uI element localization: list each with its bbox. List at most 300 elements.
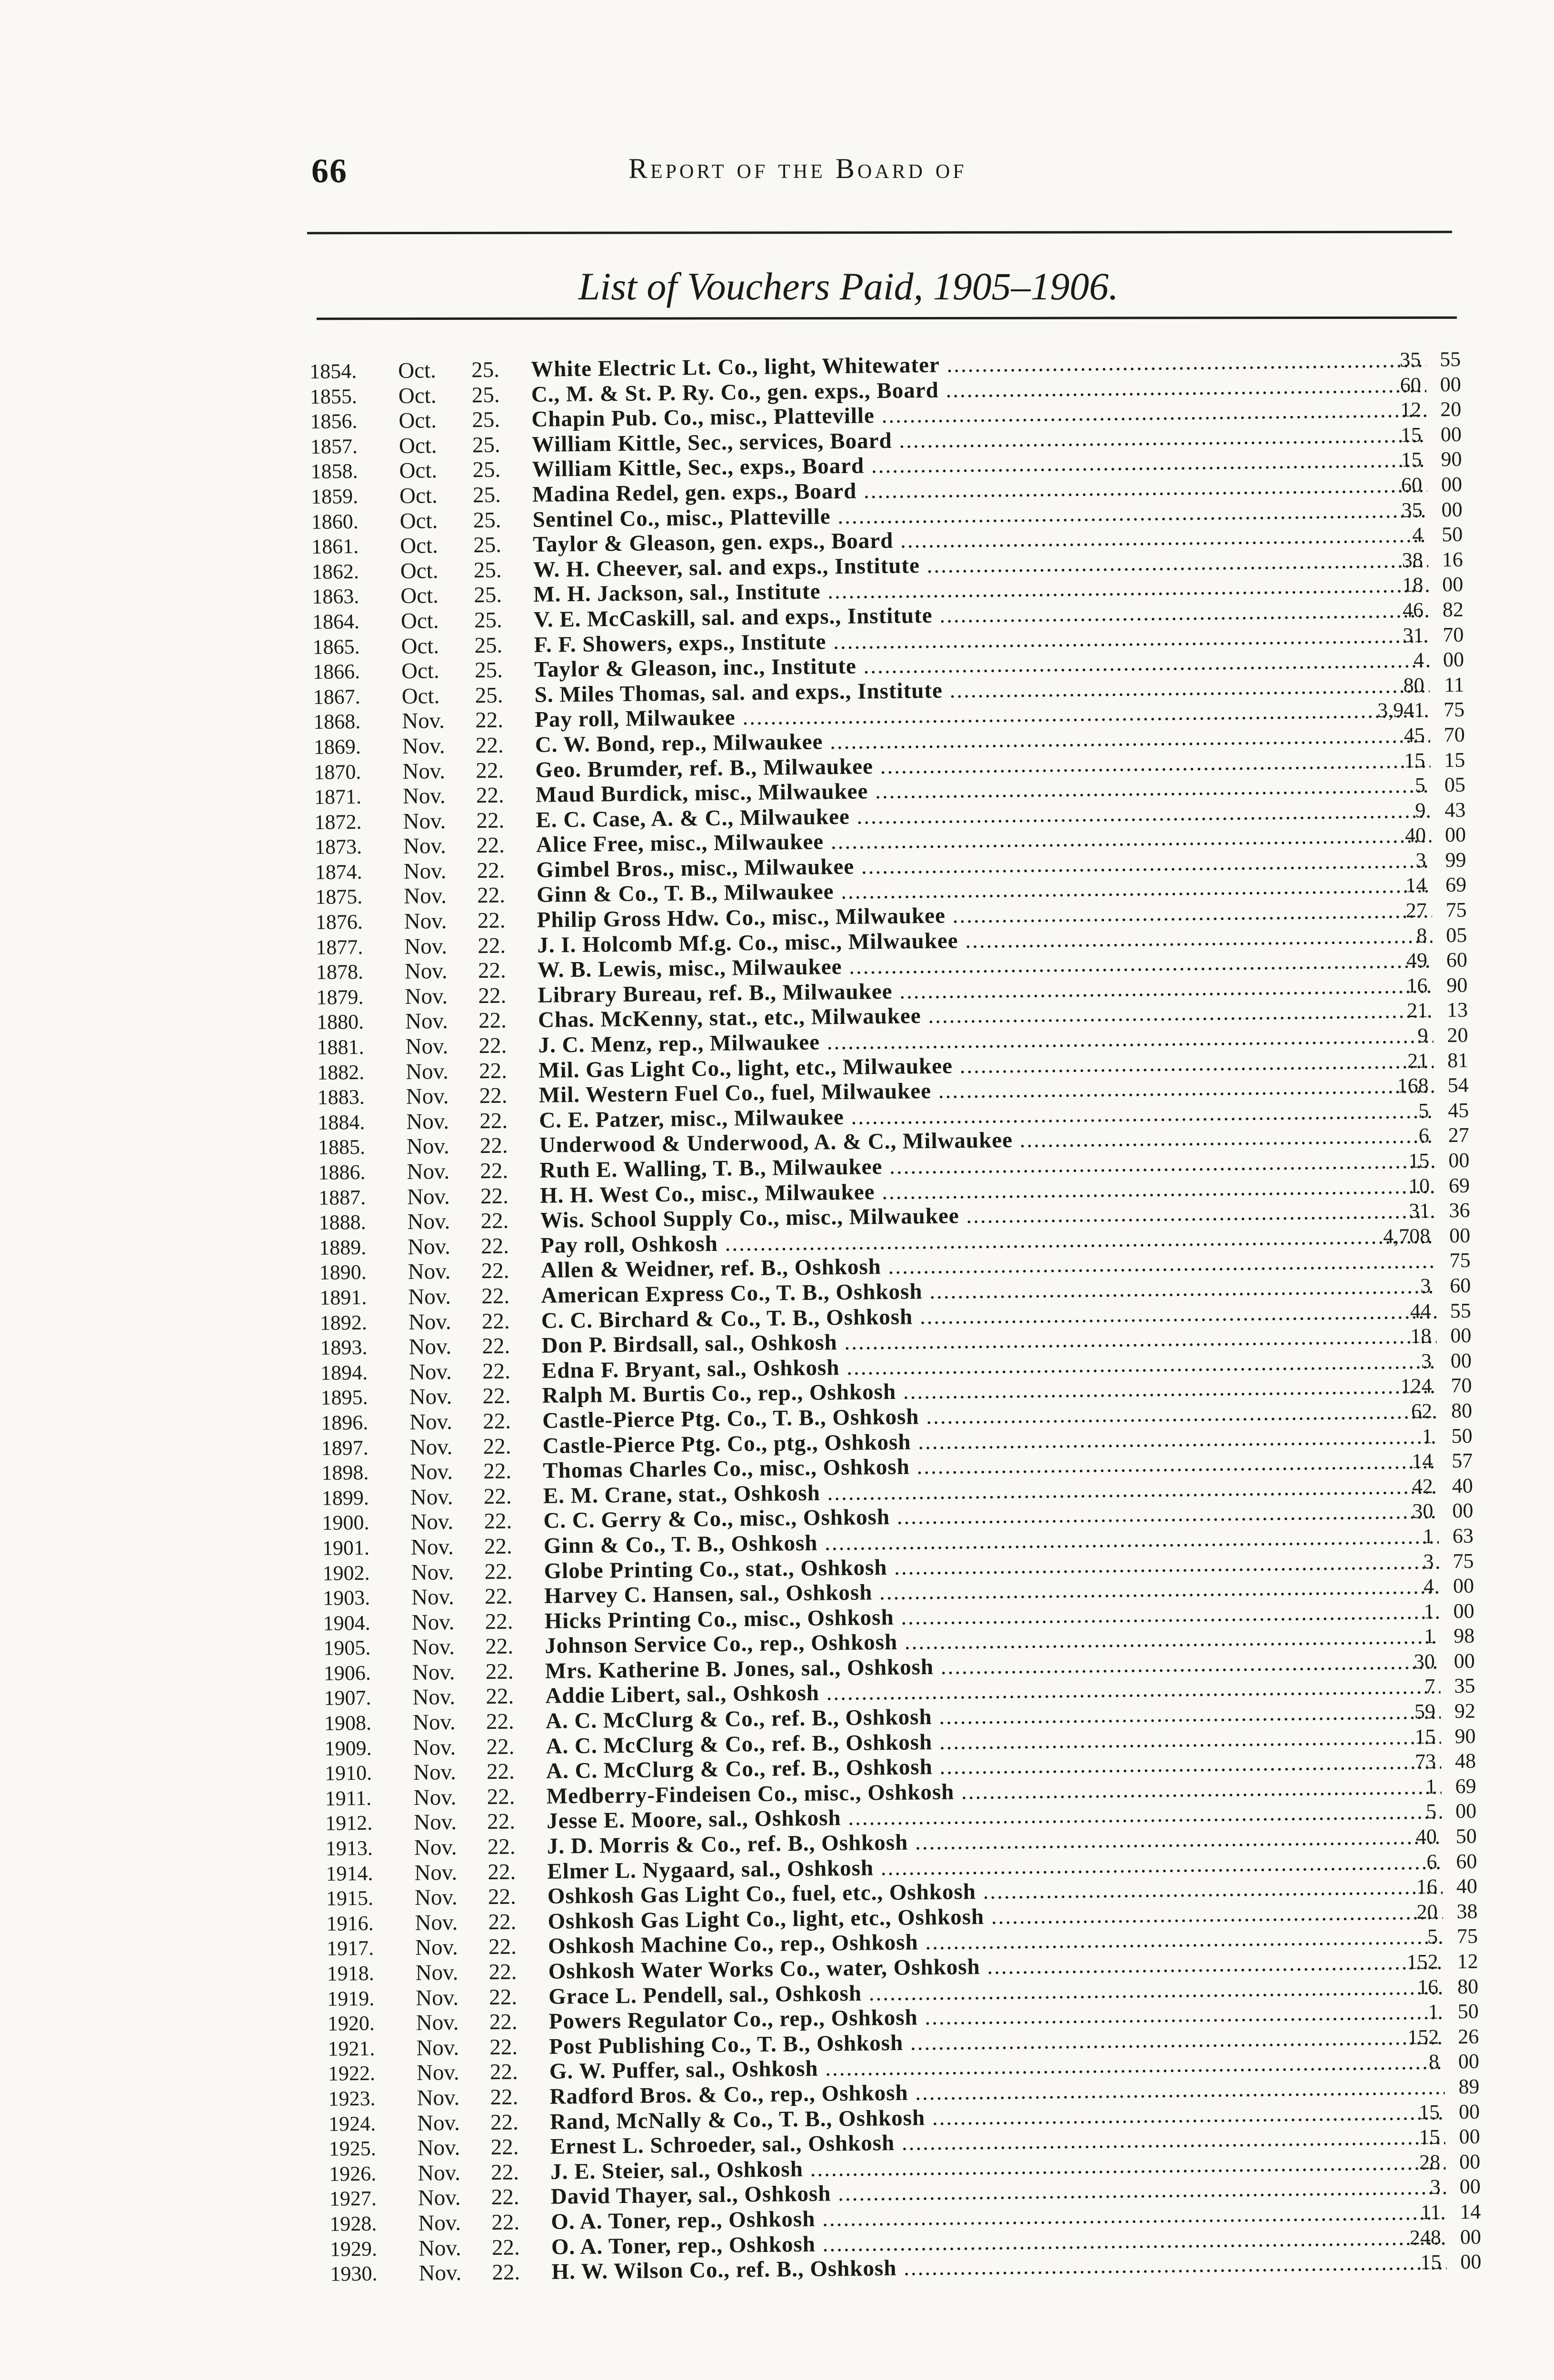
voucher-number: 1876.	[315, 910, 363, 934]
voucher-month: Nov.	[406, 1109, 449, 1134]
voucher-payee: Taylor & Gleason, gen. exps., Board .....	[533, 523, 1428, 557]
voucher-day: 22.	[484, 1584, 513, 1609]
voucher-month: Nov.	[418, 2210, 461, 2236]
voucher-month: Nov.	[401, 708, 445, 734]
amount-cents: 80	[1457, 1974, 1479, 1998]
amount-cents: 00	[1450, 1323, 1472, 1348]
voucher-amount	[1348, 898, 1473, 924]
amount-dollars: 8	[1416, 923, 1427, 947]
voucher-payee: C., M. & St. P. Ry. Co., gen. exps., Board .....	[531, 372, 1426, 407]
amount-cents: 00	[1442, 573, 1464, 596]
voucher-number: 1914.	[326, 1861, 373, 1885]
amount-dollars: 1	[1425, 1775, 1436, 1798]
amount-dollars: 15	[1415, 1725, 1436, 1748]
voucher-number: 1907.	[324, 1686, 371, 1710]
voucher-payee: A. C. McClurg & Co., ref. B., Oshkosh .....	[546, 1699, 1441, 1734]
voucher-day: 22.	[475, 733, 504, 758]
voucher-payee: Wis. School Supply Co., misc., Milwaukee .....	[540, 1199, 1435, 1233]
voucher-day: 22.	[491, 2210, 520, 2235]
voucher-payee: Ralph M. Burtis Co., rep., Oshkosh .....	[542, 1374, 1437, 1408]
voucher-day: 25.	[474, 583, 502, 608]
amount-dollars: 5	[1425, 1800, 1437, 1824]
voucher-month: Nov.	[405, 1059, 449, 1084]
running-head: Report of the Board of	[628, 153, 967, 184]
voucher-payee: Jesse E. Moore, sal., Oshkosh .....	[547, 1799, 1442, 1834]
voucher-amount	[1356, 1648, 1481, 1675]
amount-cents: 00	[1458, 2050, 1480, 2073]
voucher-payee: Post Publishing Co., T. B., Oshkosh .....	[549, 2024, 1444, 2059]
voucher-month: Nov.	[402, 783, 446, 809]
voucher-month: Oct.	[401, 633, 439, 659]
amount-cents: 81	[1447, 1048, 1469, 1072]
voucher-amount	[1357, 1699, 1482, 1725]
voucher-day: 22.	[488, 1859, 516, 1884]
voucher-month: Nov.	[416, 2060, 459, 2086]
amount-dollars: 15	[1401, 448, 1422, 472]
voucher-amount	[1360, 1949, 1484, 1975]
voucher-number: 1909.	[324, 1736, 372, 1760]
voucher-day: 22.	[488, 1884, 517, 1910]
voucher-payee: Alice Free, misc., Milwaukee .....	[536, 823, 1431, 858]
amount-cents: 45	[1447, 1098, 1469, 1122]
voucher-day: 25.	[472, 482, 501, 508]
voucher-payee: Hicks Printing Co., misc., Oshkosh .....	[544, 1599, 1439, 1634]
amount-cents: 75	[1449, 1249, 1471, 1272]
voucher-month: Nov.	[407, 1184, 450, 1210]
voucher-amount	[1347, 797, 1472, 823]
amount-dollars: 14	[1405, 873, 1427, 897]
voucher-day: 22.	[484, 1508, 512, 1534]
amount-dollars: 20	[1416, 1900, 1438, 1924]
voucher-day: 22.	[478, 983, 507, 1009]
voucher-number: 1863.	[312, 585, 359, 609]
voucher-amount	[1344, 422, 1468, 448]
voucher-number: 1872.	[314, 810, 362, 834]
voucher-payee: Edna F. Bryant, sal., Oshkosh .....	[542, 1349, 1437, 1383]
voucher-day: 25.	[471, 357, 500, 383]
amount-cents: 14	[1459, 2200, 1481, 2224]
voucher-month: Oct.	[398, 358, 437, 383]
voucher-number: 1874.	[315, 860, 362, 884]
amount-dollars: 31	[1409, 1199, 1430, 1223]
voucher-amount	[1346, 672, 1470, 698]
voucher-amount	[1363, 2199, 1487, 2225]
voucher-payee: O. A. Toner, rep., Oshkosh .....	[551, 2200, 1446, 2234]
voucher-month: Nov.	[409, 1384, 452, 1410]
amount-dollars: 60	[1400, 373, 1421, 397]
voucher-number: 1854.	[309, 359, 357, 383]
voucher-payee: Oshkosh Gas Light Co., light, etc., Oshkosh .....	[548, 1899, 1443, 1934]
voucher-number: 1905.	[323, 1636, 371, 1660]
voucher-day: 22.	[488, 1984, 518, 2010]
amount-dollars: 9	[1415, 798, 1426, 822]
amount-dollars: 45	[1404, 723, 1425, 747]
amount-dollars	[1430, 1249, 1431, 1272]
amount-cents: 38	[1456, 1899, 1478, 1923]
voucher-payee: Ernest L. Schroeder, sal., Oshkosh .....	[550, 2125, 1445, 2160]
voucher-number: 1890.	[319, 1260, 367, 1285]
voucher-amount	[1353, 1323, 1477, 1349]
amount-cents: 35	[1454, 1674, 1475, 1698]
voucher-amount	[1348, 823, 1472, 849]
voucher-amount	[1346, 647, 1470, 674]
voucher-amount	[1343, 372, 1467, 398]
amount-cents: 75	[1453, 1549, 1474, 1573]
voucher-amount	[1345, 522, 1469, 548]
amount-cents: 70	[1443, 623, 1464, 646]
voucher-payee: C. C. Birchard & Co., T. B., Oshkosh .....	[541, 1299, 1436, 1333]
amount-dollars: 3,941	[1377, 698, 1425, 723]
amount-cents: 00	[1448, 1148, 1470, 1172]
voucher-amount	[1353, 1273, 1477, 1299]
voucher-day: 22.	[480, 1158, 508, 1184]
voucher-amount	[1350, 1048, 1474, 1074]
amount-cents: 40	[1452, 1474, 1474, 1497]
voucher-payee: David Thayer, sal., Oshkosh .....	[551, 2175, 1446, 2210]
voucher-payee: C. W. Bond, rep., Milwaukee .....	[535, 723, 1430, 757]
voucher-day: 25.	[473, 507, 501, 533]
amount-dollars: 16	[1416, 1874, 1438, 1899]
voucher-number: 1855.	[309, 384, 358, 408]
voucher-payee: J. C. Menz, rep., Milwaukee .....	[538, 1023, 1433, 1058]
voucher-number: 1894.	[320, 1360, 368, 1385]
voucher-number: 1856.	[310, 409, 358, 434]
amount-cents: 90	[1441, 447, 1462, 471]
voucher-amount	[1358, 1749, 1482, 1775]
voucher-day: 22.	[478, 933, 506, 958]
voucher-payee: Mil. Gas Light Co., light, etc., Milwaukee .....	[538, 1048, 1434, 1083]
voucher-amount	[1344, 447, 1468, 473]
voucher-amount	[1362, 2174, 1486, 2201]
voucher-month: Nov.	[402, 733, 445, 759]
amount-cents: 55	[1450, 1299, 1472, 1322]
voucher-month: Nov.	[408, 1309, 451, 1335]
voucher-month: Nov.	[405, 1033, 448, 1059]
voucher-month: Nov.	[412, 1659, 455, 1685]
voucher-amount	[1360, 1999, 1484, 2025]
amount-dollars: 6	[1418, 1124, 1430, 1148]
voucher-payee: C. E. Patzer, misc., Milwaukee .....	[539, 1098, 1434, 1133]
voucher-day: 22.	[478, 1008, 507, 1033]
voucher-amount	[1363, 2250, 1487, 2276]
amount-dollars: 40	[1415, 1825, 1437, 1849]
voucher-month: Nov.	[407, 1209, 450, 1235]
amount-cents: 89	[1458, 2074, 1480, 2099]
voucher-month: Nov.	[417, 2135, 460, 2161]
amount-cents: 11	[1444, 673, 1464, 696]
voucher-payee: S. Miles Thomas, sal. and exps., Institute .....	[534, 673, 1429, 707]
voucher-amount	[1355, 1448, 1479, 1475]
amount-cents: 00	[1459, 2174, 1481, 2199]
amount-cents: 00	[1452, 1499, 1474, 1523]
voucher-amount	[1354, 1423, 1478, 1449]
amount-cents: 60	[1449, 1273, 1471, 1298]
voucher-amount	[1351, 1098, 1475, 1124]
voucher-payee: O. A. Toner, rep., Oshkosh .....	[551, 2225, 1446, 2260]
amount-cents: 75	[1443, 698, 1465, 722]
amount-cents: 00	[1443, 647, 1464, 672]
voucher-number: 1930.	[330, 2261, 378, 2286]
amount-dollars: 62	[1411, 1399, 1433, 1423]
amount-dollars: 14	[1411, 1449, 1433, 1473]
voucher-number: 1865.	[312, 635, 360, 659]
voucher-day: 25.	[475, 683, 503, 708]
amount-dollars: 152	[1407, 2025, 1439, 2049]
voucher-number: 1882.	[317, 1060, 365, 1084]
amount-cents: 00	[1440, 422, 1462, 446]
voucher-payee: A. C. McClurg & Co., ref. B., Oshkosh .....	[546, 1749, 1441, 1784]
voucher-payee: G. W. Puffer, sal., Oshkosh .....	[549, 2050, 1444, 2084]
voucher-day: 22.	[492, 2260, 520, 2285]
voucher-day: 22.	[481, 1258, 509, 1284]
voucher-amount	[1355, 1523, 1480, 1549]
voucher-number: 1919.	[327, 1986, 375, 2011]
voucher-number: 1916.	[326, 1911, 374, 1935]
amount-dollars: 3	[1430, 2175, 1441, 2199]
voucher-day: 22.	[487, 1784, 515, 1809]
amount-dollars: 4	[1423, 1574, 1434, 1598]
amount-dollars: 152	[1406, 1950, 1438, 1974]
amount-cents: 90	[1446, 973, 1468, 997]
voucher-number: 1912.	[325, 1811, 373, 1835]
amount-cents: 75	[1445, 898, 1467, 922]
voucher-amount	[1362, 2149, 1486, 2175]
amount-dollars: 60	[1401, 473, 1423, 497]
voucher-number: 1902.	[322, 1561, 370, 1585]
voucher-payee: Chas. McKenny, stat., etc., Milwaukee .....	[538, 998, 1433, 1033]
voucher-amount	[1350, 1073, 1474, 1099]
voucher-day: 22.	[479, 1083, 508, 1109]
voucher-number: 1913.	[325, 1836, 373, 1860]
voucher-amount	[1351, 1148, 1475, 1174]
voucher-amount	[1360, 1924, 1484, 1950]
amount-dollars: 168	[1397, 1073, 1429, 1098]
amount-cents: 00	[1444, 823, 1466, 847]
voucher-month: Oct.	[399, 458, 438, 484]
amount-dollars: 248	[1409, 2225, 1442, 2249]
voucher-day: 22.	[476, 808, 505, 833]
voucher-payee: Pay roll, Milwaukee .....	[535, 698, 1430, 733]
amount-cents: 43	[1444, 798, 1466, 822]
voucher-number: 1901.	[322, 1536, 370, 1560]
amount-dollars: 4,708	[1383, 1224, 1431, 1248]
voucher-month: Oct.	[400, 583, 439, 609]
amount-cents: 50	[1455, 1824, 1477, 1848]
voucher-day: 22.	[479, 1108, 508, 1134]
voucher-number: 1897.	[321, 1436, 369, 1460]
voucher-month: Nov.	[415, 1960, 458, 1985]
top-rule	[307, 231, 1452, 235]
voucher-payee: H. H. West Co., misc., Milwaukee .....	[540, 1173, 1435, 1208]
voucher-amount	[1354, 1373, 1478, 1399]
amount-dollars: 15	[1418, 2100, 1440, 2124]
voucher-amount	[1345, 597, 1470, 624]
voucher-day: 22.	[487, 1834, 516, 1860]
voucher-amount	[1346, 723, 1471, 749]
page-header	[305, 151, 1457, 199]
amount-dollars: 46	[1402, 598, 1424, 622]
voucher-amount	[1361, 2024, 1485, 2050]
voucher-number: 1870.	[314, 760, 361, 784]
voucher-payee: Geo. Brumder, ref. B., Milwaukee .....	[535, 748, 1430, 783]
amount-dollars: 80	[1403, 673, 1424, 697]
voucher-day: 22.	[482, 1333, 510, 1359]
voucher-day: 22.	[483, 1484, 512, 1509]
voucher-number: 1911.	[325, 1786, 372, 1810]
voucher-amount	[1356, 1624, 1481, 1650]
voucher-day: 22.	[481, 1309, 510, 1334]
voucher-amount	[1359, 1874, 1484, 1900]
voucher-month: Nov.	[406, 1084, 449, 1110]
voucher-amount	[1346, 697, 1471, 724]
amount-dollars: 3	[1421, 1349, 1432, 1373]
voucher-payee: H. W. Wilson Co., ref. B., Oshkosh .....	[551, 2250, 1446, 2285]
amount-cents: 00	[1441, 497, 1463, 521]
voucher-number: 1857.	[310, 434, 358, 458]
voucher-number: 1926.	[329, 2162, 377, 2186]
amount-dollars: 15	[1400, 423, 1422, 446]
voucher-amount	[1354, 1398, 1478, 1425]
amount-dollars: 10	[1408, 1174, 1430, 1198]
voucher-day: 22.	[481, 1283, 510, 1309]
voucher-number: 1923.	[328, 2086, 376, 2111]
amount-dollars: 30	[1412, 1499, 1434, 1523]
voucher-number: 1869.	[313, 734, 361, 759]
voucher-day: 22.	[485, 1659, 514, 1685]
voucher-payee: Rand, McNally & Co., T. B., Oshkosh .....	[550, 2100, 1445, 2134]
voucher-amount	[1361, 2049, 1485, 2075]
amount-dollars: 4	[1413, 648, 1424, 672]
voucher-number: 1862.	[311, 559, 359, 584]
voucher-amount	[1362, 2099, 1486, 2125]
voucher-number: 1883.	[317, 1085, 365, 1110]
amount-dollars: 40	[1405, 823, 1426, 847]
voucher-payee: J. D. Morris & Co., ref. B., Oshkosh .....	[547, 1824, 1442, 1859]
voucher-amount	[1343, 397, 1467, 423]
voucher-month: Nov.	[411, 1609, 455, 1635]
voucher-number: 1861.	[311, 535, 359, 559]
voucher-month: Nov.	[403, 858, 447, 884]
voucher-day: 22.	[478, 1058, 508, 1083]
voucher-day: 22.	[486, 1734, 515, 1759]
voucher-amount	[1349, 948, 1474, 974]
voucher-number: 1906.	[323, 1661, 371, 1685]
voucher-amount	[1363, 2224, 1487, 2251]
voucher-day: 25.	[472, 457, 501, 483]
voucher-month: Nov.	[415, 1935, 458, 1961]
amount-cents: 69	[1455, 1774, 1476, 1798]
voucher-number: 1896.	[320, 1410, 369, 1435]
voucher-month: Nov.	[417, 2110, 460, 2136]
amount-cents: 99	[1445, 848, 1466, 872]
voucher-month: Nov.	[417, 2085, 460, 2111]
voucher-month: Nov.	[410, 1534, 454, 1560]
voucher-day: 22.	[476, 833, 505, 858]
voucher-number: 1858.	[310, 459, 358, 484]
voucher-number: 1886.	[318, 1160, 366, 1184]
voucher-number: 1873.	[314, 835, 362, 859]
amount-dollars: 7	[1424, 1675, 1435, 1698]
amount-cents: 60	[1456, 1849, 1477, 1873]
amount-dollars: 21	[1406, 999, 1428, 1022]
voucher-payee: Chapin Pub. Co., misc., Platteville .....	[531, 397, 1426, 432]
voucher-number: 1917.	[326, 1936, 374, 1961]
voucher-month: Nov.	[410, 1459, 453, 1485]
amount-cents: 36	[1449, 1198, 1470, 1222]
voucher-number: 1867.	[313, 684, 360, 709]
voucher-day: 22.	[490, 2134, 519, 2160]
amount-dollars: 5	[1415, 773, 1426, 797]
amount-dollars: 18	[1402, 573, 1424, 597]
voucher-payee: Maud Burdick, misc., Milwaukee .....	[536, 773, 1431, 808]
amount-dollars: 35	[1401, 498, 1423, 522]
voucher-month: Nov.	[403, 833, 447, 859]
voucher-amount	[1360, 1974, 1484, 2000]
voucher-number: 1888.	[319, 1210, 366, 1235]
amount-cents: 00	[1441, 472, 1463, 496]
amount-cents: 05	[1444, 773, 1466, 797]
voucher-month: Oct.	[401, 658, 440, 684]
voucher-payee: J. I. Holcomb Mf.g. Co., misc., Milwaukee .....	[537, 923, 1432, 958]
amount-dollars: 49	[1406, 948, 1428, 972]
voucher-amount	[1347, 747, 1471, 774]
amount-cents: 00	[1459, 2150, 1481, 2173]
voucher-payee: Taylor & Gleason, inc., Institute .....	[534, 648, 1429, 683]
voucher-number: 1895.	[320, 1386, 368, 1410]
amount-cents: 20	[1440, 397, 1462, 421]
voucher-number: 1929.	[329, 2237, 378, 2261]
title-rule	[317, 317, 1457, 320]
voucher-day: 22.	[488, 1934, 517, 1960]
voucher-amount	[1344, 472, 1468, 498]
voucher-amount	[1344, 497, 1468, 523]
voucher-day: 22.	[487, 1809, 516, 1835]
voucher-number: 1927.	[329, 2187, 377, 2211]
voucher-month: Nov.	[405, 1009, 448, 1034]
amount-dollars: 44	[1410, 1299, 1432, 1323]
voucher-month: Nov.	[410, 1509, 454, 1535]
voucher-amount	[1352, 1223, 1476, 1249]
amount-dollars: 9	[1417, 1023, 1428, 1047]
voucher-amount	[1359, 1899, 1484, 1925]
voucher-amount	[1362, 2124, 1486, 2151]
amount-dollars: 31	[1403, 623, 1424, 647]
voucher-payee: William Kittle, Sec., services, Board .....	[532, 422, 1427, 457]
voucher-day: 22.	[477, 908, 506, 933]
voucher-number: 1904.	[323, 1611, 370, 1635]
amount-cents: 69	[1448, 1173, 1470, 1197]
voucher-day: 25.	[471, 382, 500, 407]
amount-dollars: 1	[1424, 1599, 1434, 1623]
voucher-number: 1900.	[322, 1511, 369, 1535]
voucher-amount	[1350, 998, 1474, 1024]
voucher-day: 22.	[476, 758, 504, 783]
voucher-day: 22.	[489, 2009, 518, 2035]
voucher-month: Nov.	[418, 2235, 461, 2261]
voucher-amount	[1351, 1123, 1475, 1149]
voucher-month: Oct.	[398, 408, 437, 434]
amount-dollars: 15	[1404, 748, 1425, 772]
amount-cents: 90	[1454, 1724, 1476, 1748]
voucher-payee: American Express Co., T. B., Oshkosh .....	[541, 1273, 1436, 1308]
voucher-month: Nov.	[409, 1434, 453, 1460]
voucher-amount	[1361, 2074, 1485, 2100]
voucher-month: Oct.	[401, 683, 440, 709]
voucher-day: 22.	[477, 883, 506, 908]
voucher-payee: Castle-Pierce Ptg. Co., ptg., Oshkosh .....	[542, 1424, 1437, 1458]
voucher-amount	[1358, 1774, 1482, 1800]
voucher-day: 22.	[490, 2160, 519, 2185]
